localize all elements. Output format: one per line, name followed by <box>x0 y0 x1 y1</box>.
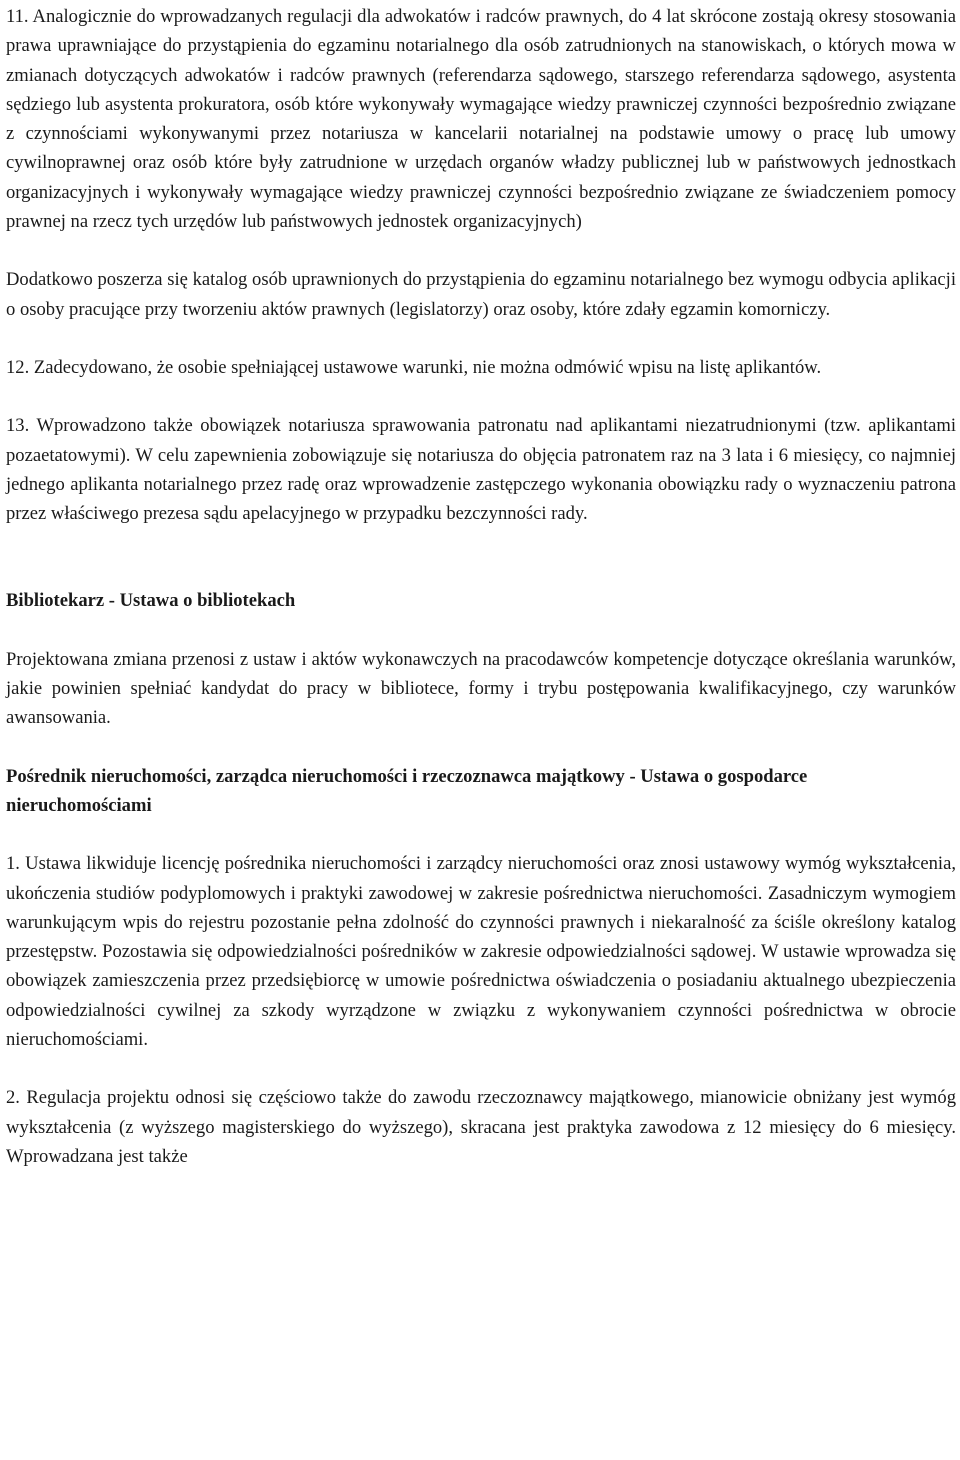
paragraph-12: 12. Zadecydowano, że osobie spełniającej ustawowe warunki, nie można odmówić wpisu na listę aplikantów. <box>6 356 822 378</box>
section-heading-library: Bibliotekarz - Ustawa o bibliotekach <box>6 590 296 612</box>
section-heading-real-estate: Pośrednik nieruchomości, zarządca nieruchomości i rzeczoznawca majątkowy - Ustawa o gospodarce nieruchomościami <box>6 765 808 816</box>
spacer <box>6 528 956 586</box>
spacer <box>6 382 956 411</box>
real-estate-paragraph-2: 2. Regulacja projektu odnosi się częściowo także do zawodu rzeczoznawcy majątkowego, mianowicie obniżany jest wymóg wykształcenia (z wyższego magisterskiego do wyższego), skracana jest praktyka zawodowa z 12 miesięcy do 6 miesięcy. Wprowadzana jest także <box>6 1087 956 1167</box>
real-estate-paragraph-1: 1. Ustawa likwiduje licencję pośrednika nieruchomości i zarządcy nieruchomości oraz znosi ustawowy wymóg wykształcenia, ukończenia studiów podyplomowych i praktyki zawodowej w zakresie pośrednictwa nieruchomości. Zasadniczym wymogiem warunkującym wpis do rejestru pozostanie pełna zdolność do czynności prawnych i niekaralność za ściśle określony katalog przestępstw. Pozostawia się odpowiedzialności pośredników w zakresie odpowiedzialności sądowej. W ustawie wprowadza się obowiązek zamieszczenia przez przedsiębiorcę w umowie pośrednictwa oświadczenia o posiadaniu aktualnego ubezpieczenia odpowiedzialności cywilnej za szkody wyrządzone w związku z wykonywaniem czynności pośrednictwa w obrocie nieruchomościami. <box>6 853 956 1051</box>
document-page <box>6 2 956 1171</box>
spacer <box>6 733 956 762</box>
spacer <box>6 616 956 645</box>
spacer <box>6 236 956 265</box>
paragraph-13: 13. Wprowadzono także obowiązek notariusza sprawowania patronatu nad aplikantami niezatrudnionymi (tzw. aplikantami pozaetatowymi). W celu zapewnienia zobowiązuje się notariusza do objęcia patronatem raz na 3 lata i 6 miesięcy, co najmniej jednego aplikanta notarialnego przez radę oraz wprowadzenie zastępczego wykonania obowiązku rady o wyznaczeniu patrona przez właściwego prezesa sądu apelacyjnego w przypadku bezczynności rady. <box>6 415 956 525</box>
spacer <box>6 324 956 353</box>
section-library <box>6 586 956 732</box>
paragraph-11-continuation: Dodatkowo poszerza się katalog osób uprawnionych do przystąpienia do egzaminu notarialnego bez wymogu odbycia aplikacji o osoby pracujące przy tworzeniu aktów prawnych (legislatorzy) oraz osoby, które zdały egzamin komorniczy. <box>6 269 956 320</box>
spacer <box>6 1054 956 1083</box>
library-paragraph: Projektowana zmiana przenosi z ustaw i aktów wykonawczych na pracodawców kompetencje dotyczące określania warunków, jakie powinien spełniać kandydat do pracy w bibliotece, formy i trybu postępowania kwalifikacyjnego, czy warunków awansowania. <box>6 648 956 729</box>
paragraph-11: 11. Analogicznie do wprowadzanych regulacji dla adwokatów i radców prawnych, do 4 lat skrócone zostają okresy stosowania prawa uprawniające do przystąpienia do egzaminu notarialnego dla osób zatrudnionych na stanowiskach, o których mowa w zmianach dotyczących adwokatów i radców prawnych (referendarza sądowego, starszego referendarza sądowego, asystenta sędziego lub asystenta prokuratora, osób które wykonywały wymagające wiedzy prawniczej czynności bezpośrednio związane z czynnościami wykonywanymi przez notariusza w kancelarii notarialnej na podstawie umowy o pracę lub umowy cywilnoprawnej oraz osób które były zatrudnione w urzędach organów władzy publicznej lub w państwowych jednostkach organizacyjnych i wykonywały wymagające wiedzy prawniczej czynności bezpośrednio związane ze świadczeniem pomocy prawnej na rzecz tych urzędów lub państwowych jednostek organizacyjnych) <box>6 6 956 233</box>
spacer <box>6 820 956 849</box>
section-real-estate <box>6 762 956 1172</box>
